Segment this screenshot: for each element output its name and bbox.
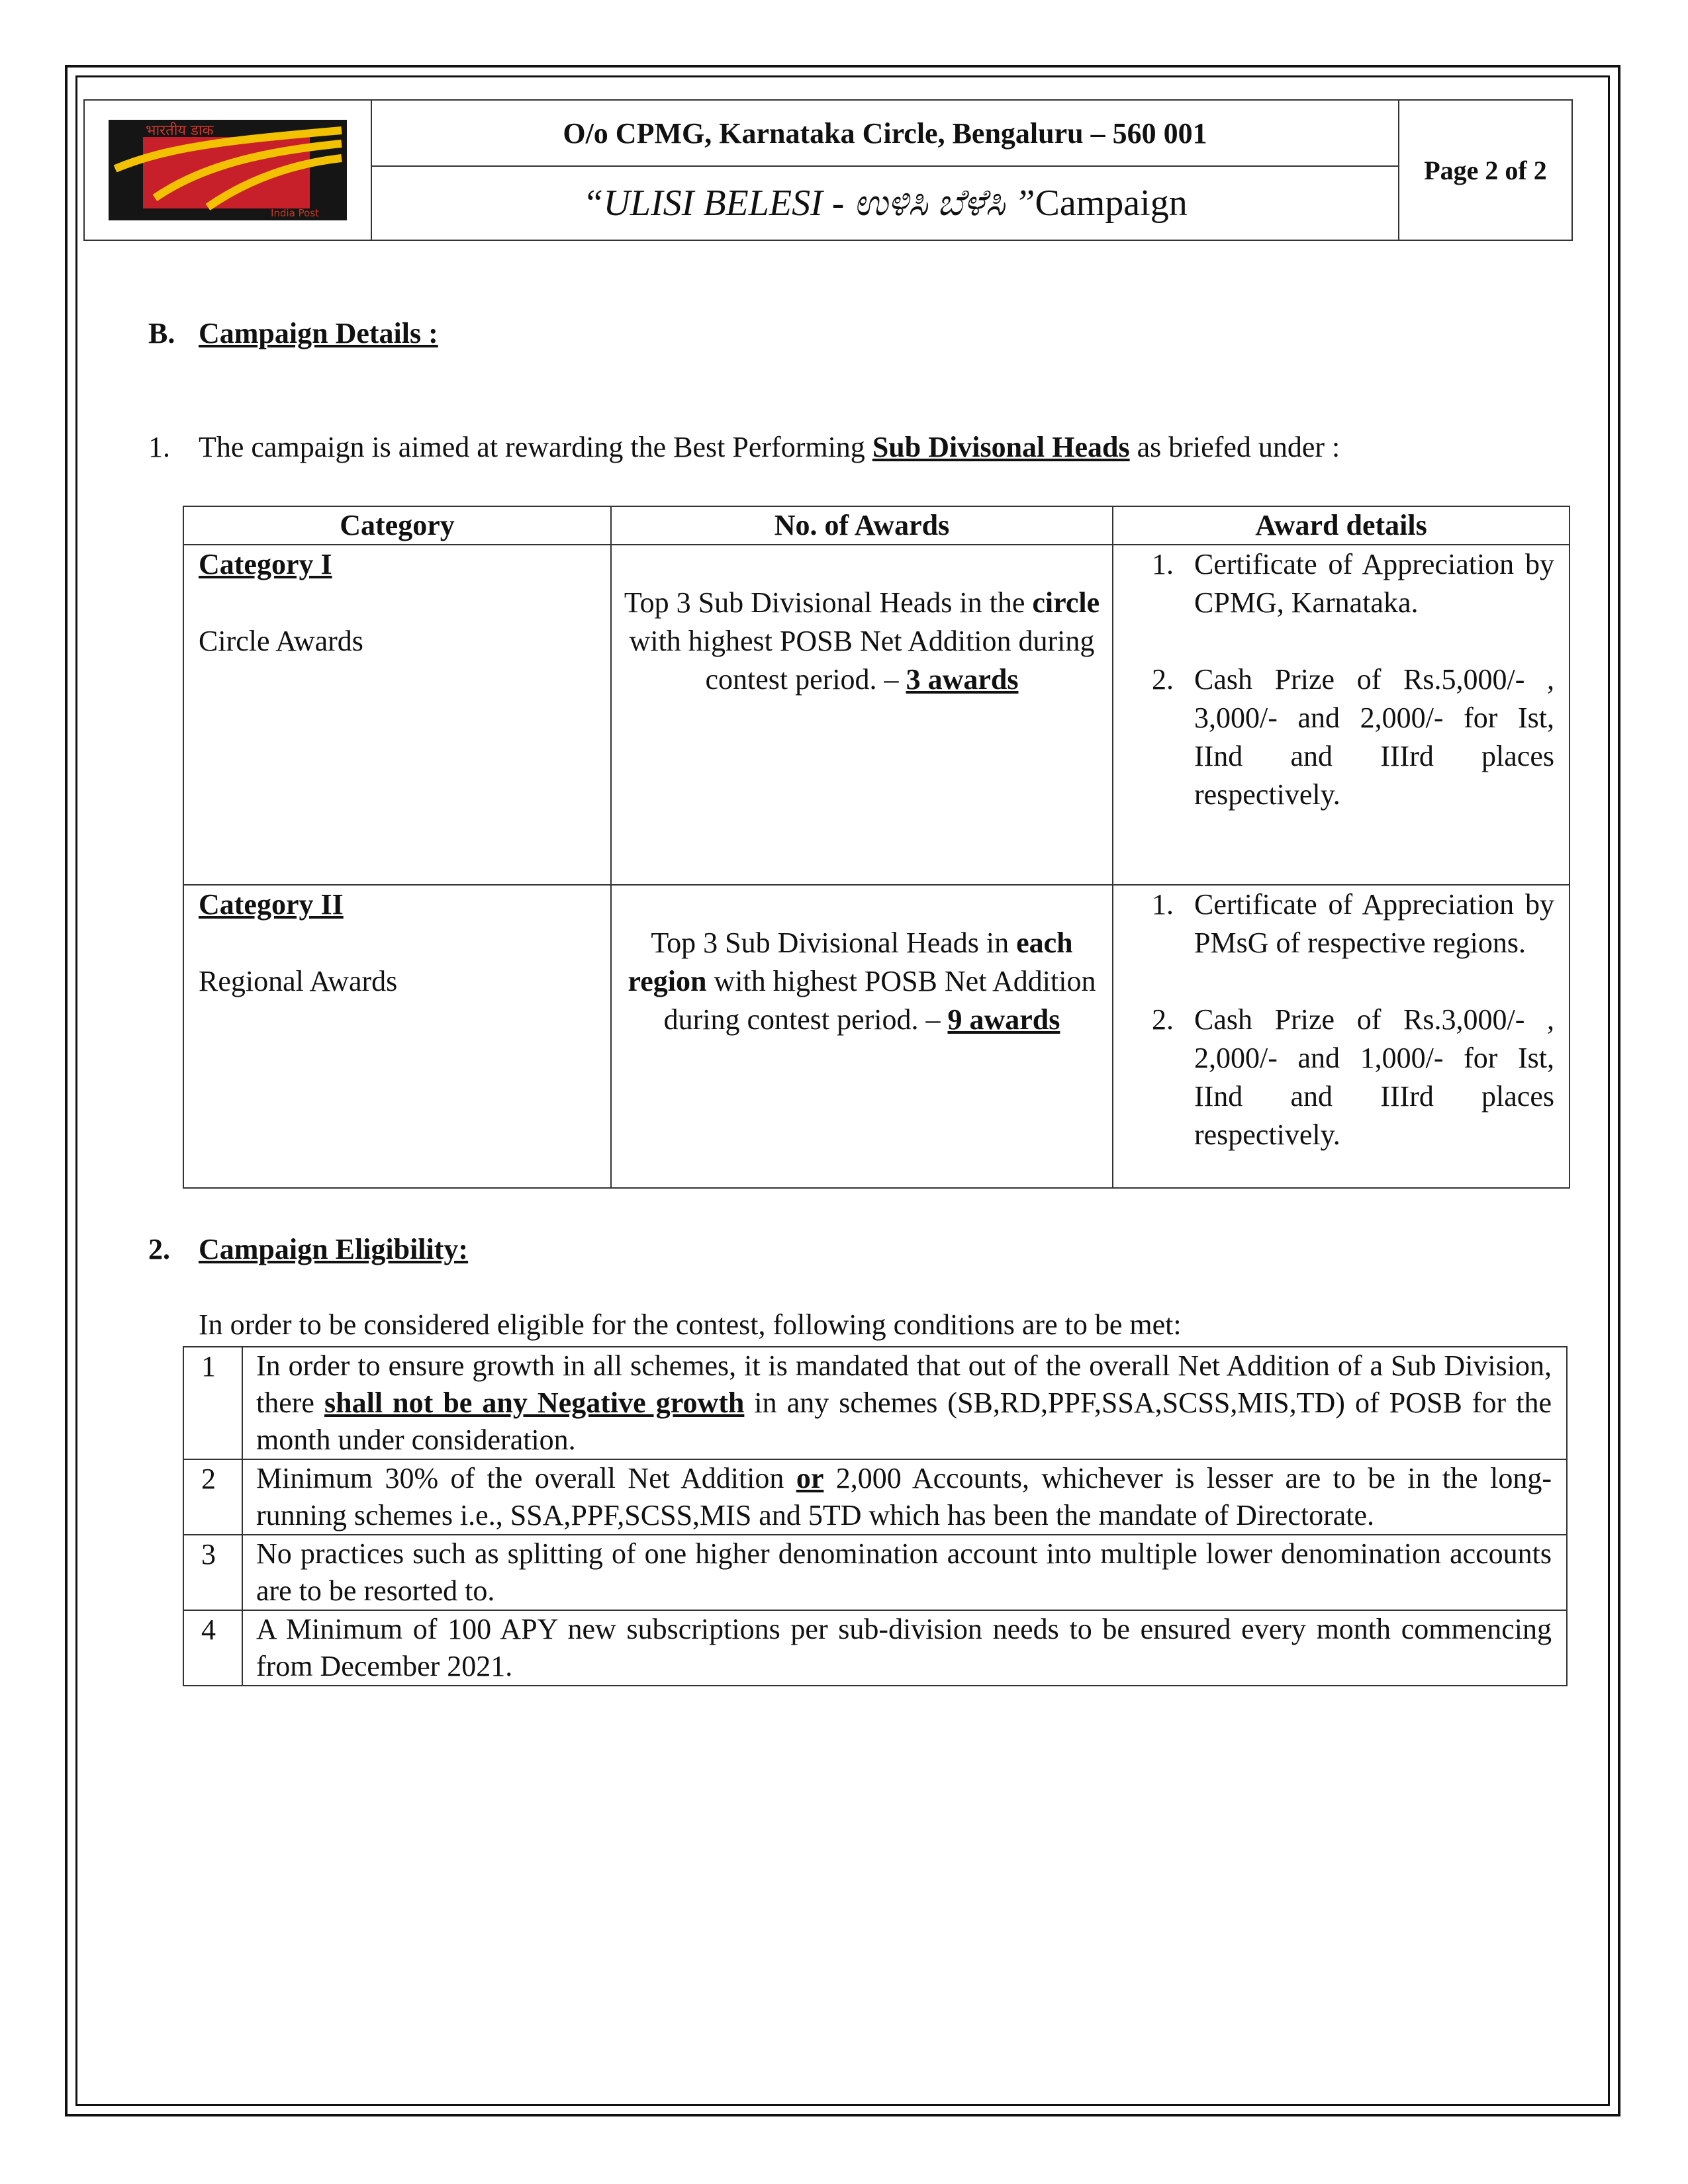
category-cell: [183, 545, 611, 885]
row-number: 4: [183, 1610, 242, 1686]
table-row: [183, 885, 1570, 1188]
section-b-title: Campaign Details :: [199, 317, 438, 349]
awards-cell: Top 3 Sub Divisional Heads in the circle with highest POSB Net Addition during contest period. – 3 awards: [611, 545, 1113, 885]
header-award-details: Award details: [1113, 506, 1570, 545]
category-desc: Regional Awards: [199, 965, 398, 997]
list-item: 1. Certificate of Appreciation by CPMG, Karnataka.: [1181, 545, 1554, 622]
list-item: 2. Cash Prize of Rs.3,000/- , 2,000/- and 1,000/- for Ist, IInd and IIIrd places respectively.: [1181, 1001, 1554, 1154]
logo-english-text: India Post: [271, 207, 319, 219]
awards-header-row: [183, 506, 1570, 545]
details-cell: [1113, 545, 1570, 885]
logo-cell: [84, 100, 371, 240]
header-no-of-awards: No. of Awards: [611, 506, 1113, 545]
table-row: [183, 1459, 1567, 1535]
table-row: [183, 545, 1570, 885]
eligibility-intro: In order to be considered eligible for the contest, following conditions are to be met:: [199, 1308, 1182, 1341]
category-title: Category II: [199, 888, 344, 921]
row-number: 2: [183, 1459, 242, 1535]
eligibility-table: [183, 1346, 1568, 1686]
letterhead-table: [83, 99, 1573, 241]
awards-count: 9 awards: [947, 1003, 1060, 1036]
page-number: Page 2 of 2: [1399, 100, 1572, 240]
condition-text: In order to ensure growth in all schemes, it is mandated that out of the overall Net Addition of a Sub Division, there shall not be any Negative growth in any schemes (SB,RD,PPF,SSA,SCSS,MIS,TD) of POSB for the month under consideration.: [242, 1347, 1567, 1459]
point-1-number: 1.: [148, 431, 170, 463]
header-category: Category: [183, 506, 611, 545]
list-item: 2. Cash Prize of Rs.5,000/- , 3,000/- and 2,000/- for Ist, IInd and IIIrd places respectively.: [1181, 660, 1554, 814]
section-2-number: 2.: [148, 1233, 170, 1265]
campaign-title: [371, 166, 1399, 240]
point-1-text: The campaign is aimed at rewarding the Best Performing Sub Divisonal Heads as briefed under :: [199, 431, 1340, 463]
section-2-title: Campaign Eligibility:: [199, 1233, 469, 1265]
awards-table: [183, 506, 1570, 1189]
awards-cell: Top 3 Sub Divisional Heads in each region with highest POSB Net Addition during contest period. – 9 awards: [611, 885, 1113, 1188]
section-b-label: B.: [148, 317, 175, 349]
logo-hindi-text: भारतीय डाक: [146, 122, 214, 139]
table-row: [183, 1347, 1567, 1459]
list-item: 1. Certificate of Appreciation by PMsG of respective regions.: [1181, 886, 1554, 962]
condition-text: A Minimum of 100 APY new subscriptions per sub-division needs to be ensured every month commencing from December 2021.: [242, 1610, 1567, 1686]
category-cell: [183, 885, 611, 1188]
row-number: 1: [183, 1347, 242, 1459]
table-row: [183, 1535, 1567, 1610]
category-title: Category I: [199, 548, 332, 580]
campaign-suffix: Campaign: [1035, 182, 1188, 224]
condition-text: Minimum 30% of the overall Net Addition or 2,000 Accounts, whichever is lesser are to be in the long-running schemes i.e., SSA,PPF,SCSS,MIS and 5TD which has been the mandate of Directorate.: [242, 1459, 1567, 1535]
details-cell: [1113, 885, 1570, 1188]
category-desc: Circle Awards: [199, 625, 363, 657]
row-number: 3: [183, 1535, 242, 1610]
office-address: O/o CPMG, Karnataka Circle, Bengaluru – 560 001: [371, 100, 1399, 166]
condition-text: No practices such as splitting of one higher denomination account into multiple lower denomination accounts are to be resorted to.: [242, 1535, 1567, 1610]
awards-count: 3 awards: [906, 663, 1019, 696]
campaign-name: “ULISI BELESI - ಉಳಿಸಿ ಬೆಳೆಸಿ ”: [583, 182, 1035, 224]
india-post-logo: [109, 120, 347, 220]
table-row: [183, 1610, 1567, 1686]
